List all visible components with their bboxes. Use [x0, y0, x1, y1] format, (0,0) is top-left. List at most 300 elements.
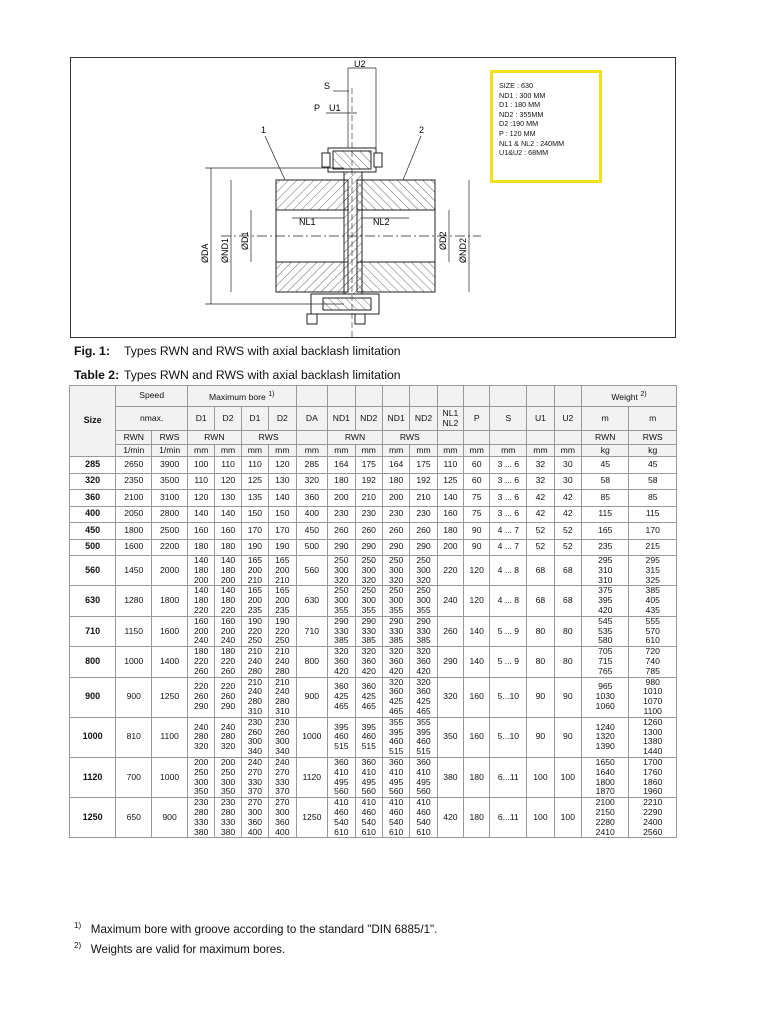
- table-cell: 100: [527, 798, 554, 838]
- table-cell: 250 300 355: [410, 586, 437, 616]
- table-cell: 125: [241, 473, 268, 490]
- table-cell: 320 360 425 465: [410, 677, 437, 717]
- unit-cell: mm: [464, 445, 490, 457]
- table-cell: 180: [464, 798, 490, 838]
- table-cell: 235: [582, 539, 629, 556]
- table-cell: 260: [355, 523, 382, 540]
- label-d2: ØD2: [438, 231, 448, 250]
- table-cell: 60: [464, 473, 490, 490]
- table-cell: 965 1030 1060: [582, 677, 629, 717]
- table-cell: 100: [527, 757, 554, 797]
- table-cell: 165: [582, 523, 629, 540]
- table-cell: 100: [554, 757, 581, 797]
- table-cell: 1000: [152, 757, 188, 797]
- unit-cell: mm: [355, 445, 382, 457]
- header-row-3: RWN RWS RWN RWS RWN RWS RWN RWS: [70, 431, 677, 445]
- unit-cell: mm: [296, 445, 328, 457]
- table-cell: 6...11: [490, 798, 527, 838]
- table-cell: 230: [410, 506, 437, 523]
- figure-caption-label: Fig. 1:: [74, 344, 110, 358]
- table-cell: 52: [527, 523, 554, 540]
- table-cell: 320 360 425 465: [382, 677, 409, 717]
- header-nmax: nmax.: [116, 407, 188, 431]
- size-cell: 500: [70, 539, 116, 556]
- table-cell: 360 410 495 560: [328, 757, 355, 797]
- table-cell: 5...10: [490, 677, 527, 717]
- table-cell: 5 ... 9: [490, 616, 527, 646]
- table-cell: 52: [554, 539, 581, 556]
- size-cell: 560: [70, 556, 116, 586]
- table-cell: 190 220 250: [241, 616, 268, 646]
- table-cell: 810: [116, 717, 152, 757]
- table-cell: 350: [437, 717, 463, 757]
- table-cell: 1800: [116, 523, 152, 540]
- table-cell: 320 360 420: [328, 647, 355, 677]
- table-cell: 220 260 290: [188, 677, 215, 717]
- table-cell: 360 410 495 560: [410, 757, 437, 797]
- size-cell: 1120: [70, 757, 116, 797]
- table-cell: 800: [296, 647, 328, 677]
- table-cell: 320: [437, 677, 463, 717]
- table-cell: 160 200 240: [215, 616, 241, 646]
- table-cell: 130: [215, 490, 241, 507]
- table-cell: 120: [215, 473, 241, 490]
- table-cell: 360 410 495 560: [382, 757, 409, 797]
- table-cell: 80: [554, 616, 581, 646]
- table-cell: 140 180 220: [215, 586, 241, 616]
- table-cell: 160 200 240: [188, 616, 215, 646]
- table-cell: 100: [188, 457, 215, 474]
- table-cell: 75: [464, 490, 490, 507]
- table-cell: 1800: [152, 586, 188, 616]
- table-cell: 4 ... 7: [490, 539, 527, 556]
- table-cell: 900: [296, 677, 328, 717]
- table-cell: 1700 1760 1860 1960: [629, 757, 677, 797]
- table-cell: 320 360 420: [410, 647, 437, 677]
- table-cell: 68: [527, 556, 554, 586]
- table-cell: 1600: [152, 616, 188, 646]
- table-cell: 270 300 360 400: [241, 798, 268, 838]
- table-cell: 290: [437, 647, 463, 677]
- table-cell: 90: [527, 677, 554, 717]
- table-cell: 380: [437, 757, 463, 797]
- table-cell: 160: [215, 523, 241, 540]
- table-cell: 250 300 320: [355, 556, 382, 586]
- label-part-2: 2: [419, 125, 425, 135]
- flange: [344, 168, 362, 302]
- table-cell: 1100: [152, 717, 188, 757]
- table-cell: 385 405 435: [629, 586, 677, 616]
- table-cell: 165 200 210: [269, 556, 296, 586]
- table-cell: 2650: [116, 457, 152, 474]
- table-cell: 355 395 460 515: [410, 717, 437, 757]
- table-cell: 230: [355, 506, 382, 523]
- table-cell: 165 200 235: [241, 586, 268, 616]
- table-cell: 295 310 310: [582, 556, 629, 586]
- label-nd1: ØND1: [220, 237, 230, 263]
- label-u1: U1: [329, 103, 341, 113]
- header-row-1: [70, 386, 677, 407]
- table-cell: 80: [554, 647, 581, 677]
- table-cell: 650: [116, 798, 152, 838]
- table-cell: 200: [328, 490, 355, 507]
- table-cell: 2200: [152, 539, 188, 556]
- table-cell: 290 330 385: [328, 616, 355, 646]
- table-cell: 42: [554, 490, 581, 507]
- size-cell: 900: [70, 677, 116, 717]
- table-cell: 32: [527, 473, 554, 490]
- note-line: NL1 & NL2 : 240MM: [499, 138, 565, 148]
- unit-cell: mm: [328, 445, 355, 457]
- table-cell: 1400: [152, 647, 188, 677]
- table-cell: 140: [464, 616, 490, 646]
- spec-table-wrapper: [69, 385, 677, 838]
- label-s: S: [324, 81, 331, 91]
- table-cell: 2000: [152, 556, 188, 586]
- table-cell: 230: [382, 506, 409, 523]
- table-cell: 68: [527, 586, 554, 616]
- table-cell: 250 300 320: [382, 556, 409, 586]
- table-cell: 120: [464, 556, 490, 586]
- table-cell: 175: [355, 457, 382, 474]
- table-cell: 60: [464, 457, 490, 474]
- label-part-1: 1: [261, 125, 267, 135]
- table-cell: 1250: [296, 798, 328, 838]
- table-cell: 160: [464, 717, 490, 757]
- table-caption-label: Table 2:: [74, 368, 120, 382]
- table-cell: 240 270 330 370: [241, 757, 268, 797]
- table-cell: 410 460 540 610: [328, 798, 355, 838]
- table-cell: 295 315 325: [629, 556, 677, 586]
- table-cell: 320 360 420: [382, 647, 409, 677]
- unit-cell: mm: [241, 445, 268, 457]
- table-cell: 140 180 200: [215, 556, 241, 586]
- unit-cell: 1/min: [152, 445, 188, 457]
- table-cell: 68: [554, 586, 581, 616]
- size-cell: 1000: [70, 717, 116, 757]
- spec-table: [69, 385, 677, 838]
- header-weight: Weight $^{2)}$: [582, 386, 677, 407]
- unit-cell: mm: [554, 445, 581, 457]
- table-cell: 210 240 280 310: [269, 677, 296, 717]
- table-cell: 1650 1640 1800 1870: [582, 757, 629, 797]
- table-cell: 285: [296, 457, 328, 474]
- unit-cell: mm: [410, 445, 437, 457]
- table-cell: 2100: [116, 490, 152, 507]
- table-cell: 2210 2290 2400 2560: [629, 798, 677, 838]
- table-cell: 4 ... 7: [490, 523, 527, 540]
- table-cell: 210 240 280: [241, 647, 268, 677]
- table-cell: 395 460 515: [328, 717, 355, 757]
- table-cell: 180: [382, 473, 409, 490]
- size-cell: 400: [70, 506, 116, 523]
- table-cell: 115: [582, 506, 629, 523]
- table-cell: 58: [582, 473, 629, 490]
- table-cell: 180 220 260: [188, 647, 215, 677]
- table-cell: 290 330 385: [410, 616, 437, 646]
- table-cell: 90: [464, 523, 490, 540]
- table-cell: 180 220 260: [215, 647, 241, 677]
- table-cell: 130: [269, 473, 296, 490]
- table-cell: 240 270 330 370: [269, 757, 296, 797]
- size-cell: 800: [70, 647, 116, 677]
- table-cell: 215: [629, 539, 677, 556]
- table-cell: 500: [296, 539, 328, 556]
- table-cell: 290: [328, 539, 355, 556]
- table-cell: 320: [296, 473, 328, 490]
- table-cell: 230 280 330 380: [215, 798, 241, 838]
- table-cell: 68: [554, 556, 581, 586]
- table-cell: 164: [382, 457, 409, 474]
- table-cell: 140 180 220: [188, 586, 215, 616]
- table-cell: 42: [527, 506, 554, 523]
- table-cell: 3100: [152, 490, 188, 507]
- header-size: Size: [70, 386, 116, 457]
- table-cell: 90: [527, 717, 554, 757]
- table-cell: 5...10: [490, 717, 527, 757]
- bolt-bottom: [307, 294, 379, 324]
- unit-cell: mm: [269, 445, 296, 457]
- label-p: P: [314, 103, 321, 113]
- table-cell: 290: [382, 539, 409, 556]
- unit-cell: mm: [215, 445, 241, 457]
- footnote-2: $^{2)}$ Weights are valid for maximum bores.: [74, 941, 286, 956]
- note-line: D1 : 180 MM: [499, 100, 541, 110]
- size-cell: 360: [70, 490, 116, 507]
- table-cell: 410 460 540 610: [355, 798, 382, 838]
- table-row: [70, 616, 677, 646]
- table-row: [70, 539, 677, 556]
- table-cell: 230 280 330 380: [188, 798, 215, 838]
- table-cell: 140: [437, 490, 463, 507]
- table-row: [70, 490, 677, 507]
- table-cell: 700: [116, 757, 152, 797]
- note-line: SIZE : 630: [499, 81, 533, 90]
- table-cell: 140: [215, 506, 241, 523]
- table-cell: 30: [554, 457, 581, 474]
- dimension-note-box: [490, 70, 602, 183]
- table-cell: 395 460 515: [355, 717, 382, 757]
- table-cell: 705 715 765: [582, 647, 629, 677]
- unit-cell: kg: [582, 445, 629, 457]
- table-cell: 220 260 290: [215, 677, 241, 717]
- table-cell: 45: [582, 457, 629, 474]
- table-cell: 375 395 420: [582, 586, 629, 616]
- table-cell: 120: [464, 586, 490, 616]
- table-cell: 200 250 300 350: [188, 757, 215, 797]
- table-cell: 270 300 360 400: [269, 798, 296, 838]
- label-u2: U2: [354, 59, 366, 69]
- table-cell: 210: [410, 490, 437, 507]
- table-cell: 260: [437, 616, 463, 646]
- size-cell: 710: [70, 616, 116, 646]
- unit-cell: 1/min: [116, 445, 152, 457]
- table-cell: 1150: [116, 616, 152, 646]
- table-cell: 5 ... 9: [490, 647, 527, 677]
- table-cell: 180: [328, 473, 355, 490]
- table-cell: 160: [437, 506, 463, 523]
- table-cell: 450: [296, 523, 328, 540]
- table-cell: 3 ... 6: [490, 490, 527, 507]
- table-cell: 360 425 465: [328, 677, 355, 717]
- table-cell: 320 360 420: [355, 647, 382, 677]
- table-cell: 170: [269, 523, 296, 540]
- table-cell: 240 280 320: [188, 717, 215, 757]
- size-cell: 320: [70, 473, 116, 490]
- table-cell: 1250: [152, 677, 188, 717]
- table-cell: 180: [215, 539, 241, 556]
- table-cell: 164: [328, 457, 355, 474]
- table-cell: 1600: [116, 539, 152, 556]
- note-line: D2 :190 MM: [499, 119, 539, 129]
- table-cell: 2050: [116, 506, 152, 523]
- table-cell: 720 740 785: [629, 647, 677, 677]
- table-cell: 75: [464, 506, 490, 523]
- table-cell: 630: [296, 586, 328, 616]
- table-cell: 6...11: [490, 757, 527, 797]
- table-cell: 192: [410, 473, 437, 490]
- table-cell: 90: [554, 677, 581, 717]
- table-cell: 360 425 465: [355, 677, 382, 717]
- header-nl: NL1 NL2: [437, 407, 463, 431]
- table-cell: 200: [382, 490, 409, 507]
- table-row: [70, 677, 677, 717]
- spec-table-body: [70, 457, 677, 838]
- table-cell: 160: [464, 677, 490, 717]
- size-cell: 285: [70, 457, 116, 474]
- table-cell: 290: [410, 539, 437, 556]
- table-cell: 1450: [116, 556, 152, 586]
- table-cell: 260: [382, 523, 409, 540]
- table-cell: 710: [296, 616, 328, 646]
- label-d1: ØD1: [240, 231, 250, 250]
- table-cell: 360 410 495 560: [355, 757, 382, 797]
- table-cell: 100: [554, 798, 581, 838]
- table-cell: 410 460 540 610: [410, 798, 437, 838]
- table-cell: 1120: [296, 757, 328, 797]
- table-cell: 190 220 250: [269, 616, 296, 646]
- size-cell: 630: [70, 586, 116, 616]
- table-cell: 2800: [152, 506, 188, 523]
- table-cell: 110: [241, 457, 268, 474]
- table-cell: 90: [554, 717, 581, 757]
- table-row: [70, 506, 677, 523]
- table-cell: 900: [116, 677, 152, 717]
- table-cell: 80: [527, 647, 554, 677]
- table-cell: 135: [241, 490, 268, 507]
- table-cell: 140: [269, 490, 296, 507]
- table-cell: 85: [582, 490, 629, 507]
- table-cell: 140 180 200: [188, 556, 215, 586]
- table-cell: 260: [328, 523, 355, 540]
- table-row: [70, 523, 677, 540]
- unit-cell: mm: [437, 445, 463, 457]
- table-cell: 180: [437, 523, 463, 540]
- coupling-drawing: [70, 57, 676, 338]
- table-cell: 190: [241, 539, 268, 556]
- table-cell: 170: [241, 523, 268, 540]
- unit-cell: mm: [382, 445, 409, 457]
- table-cell: 420: [437, 798, 463, 838]
- table-cell: 42: [554, 506, 581, 523]
- table-cell: 160: [188, 523, 215, 540]
- unit-cell: mm: [527, 445, 554, 457]
- table-row: [70, 798, 677, 838]
- table-cell: 180: [188, 539, 215, 556]
- table-cell: 115: [629, 506, 677, 523]
- table-cell: 240: [437, 586, 463, 616]
- table-cell: 4 ... 8: [490, 586, 527, 616]
- table-cell: 3500: [152, 473, 188, 490]
- table-cell: 250 300 355: [382, 586, 409, 616]
- table-cell: 120: [188, 490, 215, 507]
- table-cell: 150: [269, 506, 296, 523]
- size-cell: 450: [70, 523, 116, 540]
- figure-caption: [74, 344, 401, 358]
- table-cell: 52: [527, 539, 554, 556]
- table-row: [70, 717, 677, 757]
- table-cell: 200 250 300 350: [215, 757, 241, 797]
- note-line: U1&U2 : 68MM: [499, 148, 549, 158]
- table-cell: 240 280 320: [215, 717, 241, 757]
- table-cell: 3900: [152, 457, 188, 474]
- table-cell: 180: [464, 757, 490, 797]
- header-row-2: nmax. D1 D2 D1 D2 DA ND1 ND2 ND1 ND2 NL1 NL2 P S U1 U2 m m: [70, 407, 677, 431]
- table-cell: 980 1010 1070 1100: [629, 677, 677, 717]
- table-cell: 58: [629, 473, 677, 490]
- table-cell: 210: [355, 490, 382, 507]
- note-line: ND2 : 355MM: [499, 109, 544, 119]
- footnote-1: $^{1)}$ Maximum bore with groove according to the standard "DIN 6885/1".: [74, 921, 438, 936]
- table-caption: [74, 368, 401, 382]
- table-cell: 150: [241, 506, 268, 523]
- table-cell: 230 260 300 340: [241, 717, 268, 757]
- table-row: [70, 586, 677, 616]
- table-row: [70, 647, 677, 677]
- label-nl1: NL1: [299, 217, 316, 227]
- table-cell: 42: [527, 490, 554, 507]
- table-cell: 290 330 385: [355, 616, 382, 646]
- table-cell: 80: [527, 616, 554, 646]
- table-cell: 120: [269, 457, 296, 474]
- table-cell: 45: [629, 457, 677, 474]
- table-cell: 1280: [116, 586, 152, 616]
- table-cell: 1240 1320 1390: [582, 717, 629, 757]
- table-cell: 1000: [116, 647, 152, 677]
- header-max-bore: Maximum bore $^{1)}$: [188, 386, 297, 407]
- table-cell: 230: [328, 506, 355, 523]
- table-cell: 165 200 235: [269, 586, 296, 616]
- table-cell: 250 300 320: [410, 556, 437, 586]
- table-cell: 355 395 460 515: [382, 717, 409, 757]
- table-row: [70, 757, 677, 797]
- table-cell: 140: [464, 647, 490, 677]
- figure-caption-text: Types RWN and RWS with axial backlash limitation: [124, 344, 401, 358]
- table-cell: 210 240 280 310: [241, 677, 268, 717]
- table-cell: 360: [296, 490, 328, 507]
- table-cell: 85: [629, 490, 677, 507]
- table-cell: 230 260 300 340: [269, 717, 296, 757]
- table-caption-text: Types RWN and RWS with axial backlash limitation: [124, 368, 401, 382]
- label-nd2: ØND2: [458, 237, 468, 263]
- table-cell: 190: [269, 539, 296, 556]
- table-cell: 90: [464, 539, 490, 556]
- table-cell: 400: [296, 506, 328, 523]
- table-cell: 125: [437, 473, 463, 490]
- table-cell: 210 240 280: [269, 647, 296, 677]
- unit-cell: mm: [490, 445, 527, 457]
- table-cell: 410 460 540 610: [382, 798, 409, 838]
